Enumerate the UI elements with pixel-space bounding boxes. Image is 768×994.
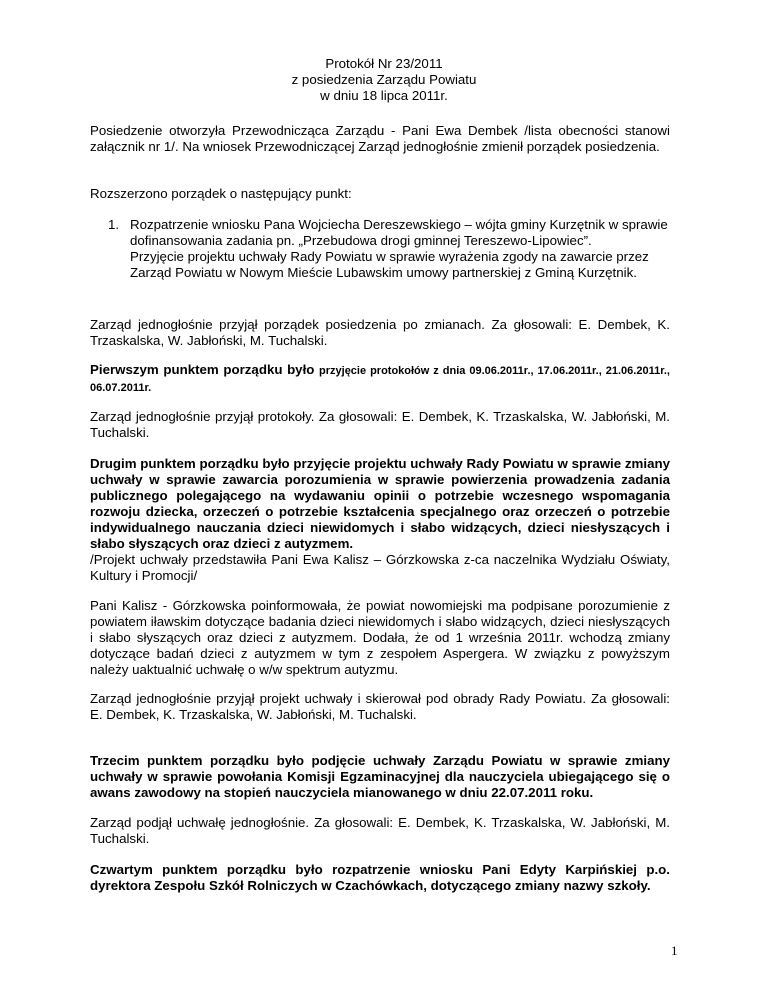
list-item-text-part-1: Rozpatrzenie wniosku Pana Wojciecha Dereszewskiego – wójta gminy Kurzętnik w sprawie dofinansowania zadania pn. „Przebudowa drogi gminnej Tereszewo-Lipowiec”. — [130, 217, 668, 248]
opening-paragraph: Posiedzenie otworzyła Przewodnicząca Zarządu - Pani Ewa Dembek /lista obecności stanowi załącznik nr 1/. Na wniosek Przewodniczącej Zarząd jednogłośnie zmienił porządek posiedzenia. — [90, 123, 670, 154]
page-number: 1 — [671, 943, 678, 958]
first-item-paragraph — [90, 362, 670, 396]
second-item-note: /Projekt uchwały przedstawiła Pani Ewa Kalisz – Górzkowska z-ca naczelnika Wydziału Oświaty, Kultury i Promocji/ — [90, 552, 670, 583]
agenda-list — [108, 217, 670, 281]
list-item-number: 1. — [108, 217, 120, 232]
list-item-text-part-2: Przyjęcie projektu uchwały Rady Powiatu w sprawie wyrażenia zgody na zawarcie przez Zarząd Powiatu w Nowym Mieście Lubawskim umowy partnerskiej z Gminą Kurzętnik. — [130, 249, 649, 280]
extended-agenda-intro: Rozszerzono porządek o następujący punkt: — [90, 186, 352, 201]
third-item-vote: Zarząd podjął uchwałę jednogłośnie. Za głosowali: E. Dembek, K. Trzaskalska, W. Jabłoński, M. Tuchalski. — [90, 815, 670, 846]
title-line-2: z posiedzenia Zarządu Powiatu — [291, 72, 477, 87]
second-item-heading: Drugim punktem porządku było przyjęcie projektu uchwały Rady Powiatu w sprawie zmiany uchwały w sprawie zawarcia porozumienia w sprawie powierzenia prowadzenia zadania publicznego polegającego na wydawaniu opinii o potrzebie wczesnego wspomagania rozwoju dziecka, orzeczeń o potrzebie kształcenia specjalnego oraz orzeczeń o potrzebie indywidualnego nauczania dzieci niewidomych i słabo widzących, dzieci niesłyszących i słabo słyszących oraz dzieci z autyzmem. — [90, 456, 670, 551]
third-item-heading: Trzecim punktem porządku było podjęcie uchwały Zarządu Powiatu w sprawie zmiany uchwały w sprawie powołania Komisji Egzaminacyjnej dla nauczyciela ubiegającego się o awans zawodowy na stopień nauczyciela mianowanego w dniu 22.07.2011 roku. — [90, 753, 670, 800]
first-item-lead: Pierwszym punktem porządku było — [90, 362, 315, 377]
title-line-3: w dniu 18 lipca 2011r. — [320, 88, 448, 103]
first-item-vote: Zarząd jednogłośnie przyjął protokoły. Za głosowali: E. Dembek, K. Trzaskalska, W. Jabłoński, M. Tuchalski. — [90, 409, 670, 440]
title-line-1: Protokół Nr 23/2011 — [325, 56, 443, 71]
document-title — [0, 56, 768, 104]
kalisz-paragraph: Pani Kalisz - Górzkowska poinformowała, że powiat nowomiejski ma podpisane porozumienie z powiatem iławskim dotyczące badania dzieci niewidomych i słabo widzących, dzieci niesłyszących i słabo słyszących oraz dzieci z autyzmem. Dodała, że od 1 września 2011r. wchodzą zmiany dotyczące badań dzieci z autyzmem w tym z zespołem Aspergera. W związku z powyższym należy uaktualnić uchwałę o w/w spektrum autyzmu. — [90, 598, 670, 677]
second-item-vote: Zarząd jednogłośnie przyjął projekt uchwały i skierował pod obrady Rady Powiatu. Za głosowali: E. Dembek, K. Trzaskalska, W. Jabłoński, M. Tuchalski. — [90, 691, 670, 722]
list-item — [108, 217, 670, 281]
first-item-detail: przyjęcie protokołów z dnia 09.06.2011r., 17.06.2011r., 21.06.2011r., 06.07.2011r. — [90, 365, 670, 394]
agenda-accepted-paragraph: Zarząd jednogłośnie przyjął porządek posiedzenia po zmianach. Za głosowali: E. Dembek, K. Trzaskalska, W. Jabłoński, M. Tuchalski. — [90, 317, 670, 348]
fourth-item-heading: Czwartym punktem porządku było rozpatrzenie wniosku Pani Edyty Karpińskiej p.o. dyrektora Zespołu Szkół Rolniczych w Czachówkach, dotyczącego zmiany nazwy szkoły. — [90, 862, 670, 893]
list-item-text — [130, 217, 670, 281]
